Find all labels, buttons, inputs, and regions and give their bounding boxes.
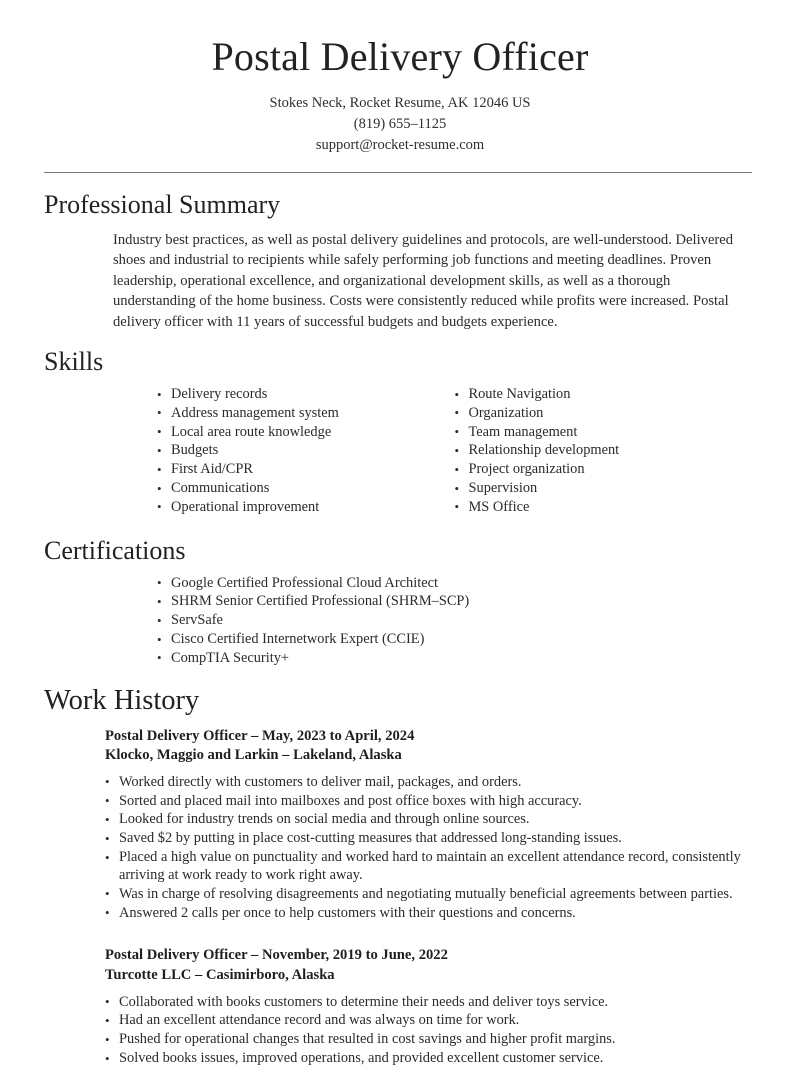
list-item: • Local area route knowledge bbox=[157, 424, 455, 442]
list-item: • Saved $2 by putting in place cost-cutting measures that addressed long-standing issues. bbox=[105, 830, 752, 848]
list-item: • ServSafe bbox=[157, 612, 752, 630]
list-item: • Cisco Certified Internetwork Expert (CCIE) bbox=[157, 631, 752, 649]
list-item: • Organization bbox=[455, 405, 753, 423]
skills-column-right bbox=[455, 386, 753, 518]
list-item: • Team management bbox=[455, 424, 753, 442]
list-item: • Collaborated with books customers to determine their needs and deliver toys service. bbox=[105, 994, 752, 1012]
list-item: • Was in charge of resolving disagreements and negotiating mutually beneficial agreements between parties. bbox=[105, 886, 752, 904]
contact-info bbox=[0, 93, 800, 156]
certifications-list bbox=[157, 575, 752, 668]
job-title-line: Postal Delivery Officer – May, 2023 to April, 2024 bbox=[105, 727, 415, 744]
work-history-entry bbox=[105, 727, 752, 923]
list-item: • Answered 2 calls per once to help customers with their questions and concerns. bbox=[105, 905, 752, 923]
list-item: • Supervision bbox=[455, 480, 753, 498]
section-work-history bbox=[0, 684, 800, 1068]
contact-address: Stokes Neck, Rocket Resume, AK 12046 US bbox=[269, 95, 531, 111]
job-title-line: Postal Delivery Officer – November, 2019 to June, 2022 bbox=[105, 947, 448, 964]
job-bullet-list bbox=[105, 774, 752, 923]
section-professional-summary bbox=[0, 189, 800, 332]
list-item: • MS Office bbox=[455, 499, 753, 517]
skills-heading: Skills bbox=[44, 347, 104, 377]
job-company-line: Turcotte LLC – Casimirboro, Alaska bbox=[105, 967, 335, 984]
list-item: • Placed a high value on punctuality and worked hard to maintain an excellent attendance record, consistently arriving at work ready to work right away. bbox=[105, 849, 752, 885]
list-item: • Relationship development bbox=[455, 442, 753, 460]
list-item: • Solved books issues, improved operations, and provided excellent customer service. bbox=[105, 1050, 752, 1068]
skills-columns bbox=[157, 386, 752, 518]
work-history-heading: Work History bbox=[44, 684, 200, 716]
page-title: Postal Delivery Officer bbox=[211, 34, 589, 79]
work-history-entry bbox=[105, 946, 752, 1067]
contact-email: support@rocket-resume.com bbox=[315, 137, 485, 153]
list-item: • Looked for industry trends on social media and through online sources. bbox=[105, 811, 752, 829]
list-item: • Sorted and placed mail into mailboxes and post office boxes with high accuracy. bbox=[105, 793, 752, 811]
resume-header bbox=[0, 0, 800, 156]
list-item: • Pushed for operational changes that resulted in cost savings and higher profit margins. bbox=[105, 1031, 752, 1049]
list-item: • Communications bbox=[157, 480, 455, 498]
header-divider bbox=[44, 172, 752, 173]
job-bullet-list bbox=[105, 994, 752, 1068]
skills-column-left bbox=[157, 386, 455, 518]
list-item: • SHRM Senior Certified Professional (SHRM–SCP) bbox=[157, 593, 752, 611]
list-item: • Had an excellent attendance record and was always on time for work. bbox=[105, 1012, 752, 1030]
list-item: • First Aid/CPR bbox=[157, 461, 455, 479]
certifications-heading: Certifications bbox=[44, 535, 186, 565]
list-item: • Address management system bbox=[157, 405, 455, 423]
section-skills bbox=[0, 346, 800, 518]
list-item: • Google Certified Professional Cloud Architect bbox=[157, 575, 752, 593]
summary-heading: Professional Summary bbox=[44, 190, 281, 219]
list-item: • CompTIA Security+ bbox=[157, 650, 752, 668]
section-certifications bbox=[0, 535, 800, 668]
summary-text: Industry best practices, as well as postal delivery guidelines and protocols, are well-understood. Delivered shoes and industrial to recipients while safely performing job functions and meeting deadlines. Proven leadership, operational excellence, and organizational development skills, as well as a thorough understanding of the home business. Costs were consistently reduced while profits were increased. Postal delivery officer with 11 years of successful budgets and budgets experience. bbox=[113, 232, 734, 330]
certifications-list-wrap bbox=[157, 575, 752, 668]
skills-list-left bbox=[157, 386, 455, 517]
list-item: • Route Navigation bbox=[455, 386, 753, 404]
job-company-line: Klocko, Maggio and Larkin – Lakeland, Alaska bbox=[105, 747, 402, 764]
list-item: • Budgets bbox=[157, 442, 455, 460]
contact-phone: (819) 655–1125 bbox=[353, 116, 447, 132]
list-item: • Operational improvement bbox=[157, 499, 455, 517]
skills-list-right bbox=[455, 386, 753, 517]
list-item: • Delivery records bbox=[157, 386, 455, 404]
list-item: • Project organization bbox=[455, 461, 753, 479]
list-item: • Worked directly with customers to deliver mail, packages, and orders. bbox=[105, 774, 752, 792]
